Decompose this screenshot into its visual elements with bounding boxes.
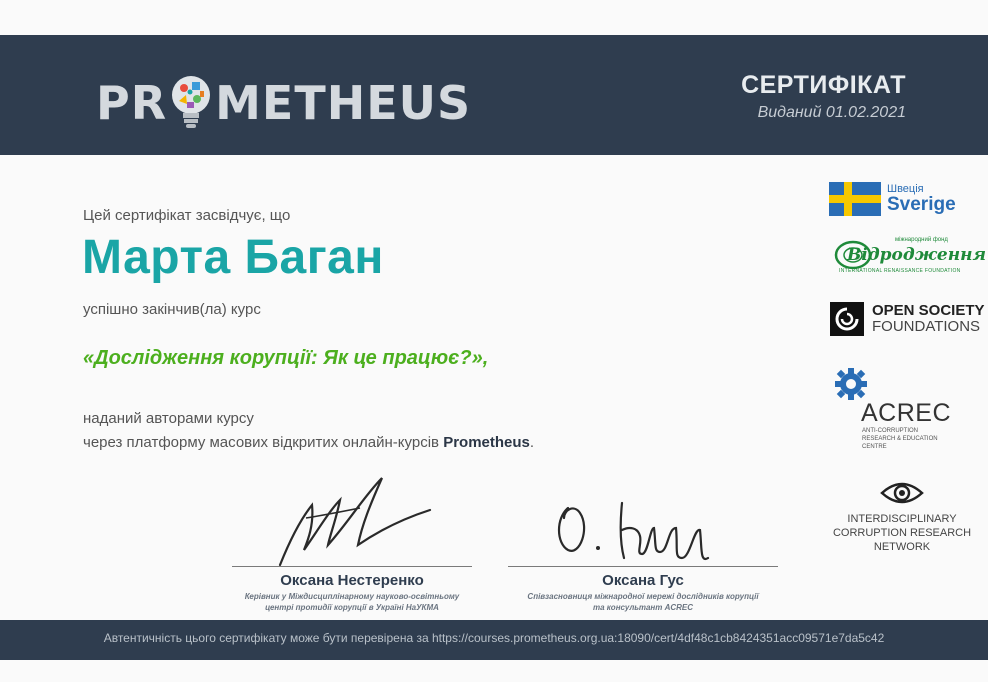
certificate-title-block [741, 71, 906, 122]
issue-date: Виданий 01.02.2021 [757, 104, 906, 121]
signatory-2-role-line1: Співзасновниця міжнародної мережі дослідників корупції [527, 592, 759, 601]
signature-line-1 [232, 566, 472, 567]
icrn-logo [822, 476, 982, 556]
eye-icon [879, 478, 925, 508]
logo-text-left: PR [96, 76, 168, 130]
icrn-line1: INTERDISCIPLINARY [847, 513, 957, 525]
signature-1-handwriting [270, 470, 440, 570]
icrn-line3: NETWORK [873, 540, 931, 553]
certificate-title: СЕРТИФІКАТ [741, 71, 906, 99]
acrec-logo [831, 366, 971, 456]
sweden-big-label: Sverige [887, 194, 956, 215]
signature-2-handwriting [550, 488, 730, 568]
acrec-sub-line3: CENTRE [862, 443, 887, 450]
signatory-1-name: Оксана Нестеренко [280, 572, 424, 589]
sweden-logo [829, 182, 956, 216]
vidrodzhennya-foot-label: INTERNATIONAL RENAISSANCE FOUNDATION [839, 268, 961, 274]
acrec-word: ACREC [861, 399, 952, 427]
lightbulb-icon [169, 73, 213, 133]
platform-suffix: . [529, 434, 535, 451]
provided-by-text: наданий авторами курсу [83, 410, 254, 427]
vidrodzhennya-logo [833, 237, 987, 277]
logo-text-right: METHEUS [215, 76, 472, 130]
osf-emblem-icon [830, 302, 864, 336]
signatory-2-role [500, 592, 786, 614]
platform-prefix: через платформу масових відкритих онлайн-курсів [83, 434, 444, 451]
osf-logo [830, 302, 985, 336]
signatory-2-name: Оксана Гус [602, 572, 684, 589]
acrec-subtitle [862, 428, 938, 451]
sweden-small-label: Швеція [887, 183, 924, 195]
certificate-header [0, 35, 988, 155]
recipient-name: Марта Баган [82, 231, 384, 284]
signatory-2-role-line2: та консультант ACREC [592, 602, 694, 612]
signatory-1-role-line2: центрі протидії корупції в Україні НаУКМА [265, 602, 439, 612]
prometheus-logo [96, 73, 471, 133]
acrec-sub-line2: RESEARCH & EDUCATION [862, 435, 938, 442]
osf-line1: OPEN SOCIETY [872, 302, 985, 320]
signatory-1-role [218, 592, 486, 614]
signatory-1-role-line1: Керівник у Міждисциплінарному науково-освітньому [244, 592, 460, 601]
certificate-footer [0, 620, 988, 660]
intro-text: Цей сертифікат засвідчує, що [83, 207, 291, 224]
signature-line-2 [508, 566, 778, 567]
platform-text [83, 434, 534, 451]
icrn-line2: CORRUPTION RESEARCH [832, 526, 972, 539]
verification-text[interactable]: Автентичність цього сертифікату може бути перевірена за https://courses.prometheus.org.ua:18090/cert/4df48c1cb8424351acc09571e7da5c42 [103, 631, 885, 645]
sweden-flag-icon [829, 182, 881, 216]
vidrodzhennya-word: Відродження [847, 245, 987, 265]
course-title: «Дослідження корупції: Як це працює?», [83, 347, 489, 369]
acrec-sub-line1: ANTI-CORRUPTION [862, 428, 918, 434]
icrn-text [822, 513, 982, 554]
platform-name: Prometheus [443, 434, 530, 451]
completed-text: успішно закінчив(ла) курс [83, 301, 261, 318]
osf-line2: FOUNDATIONS [872, 318, 981, 335]
vidrodzhennya-small-label: міжнародний фонд [895, 237, 948, 243]
